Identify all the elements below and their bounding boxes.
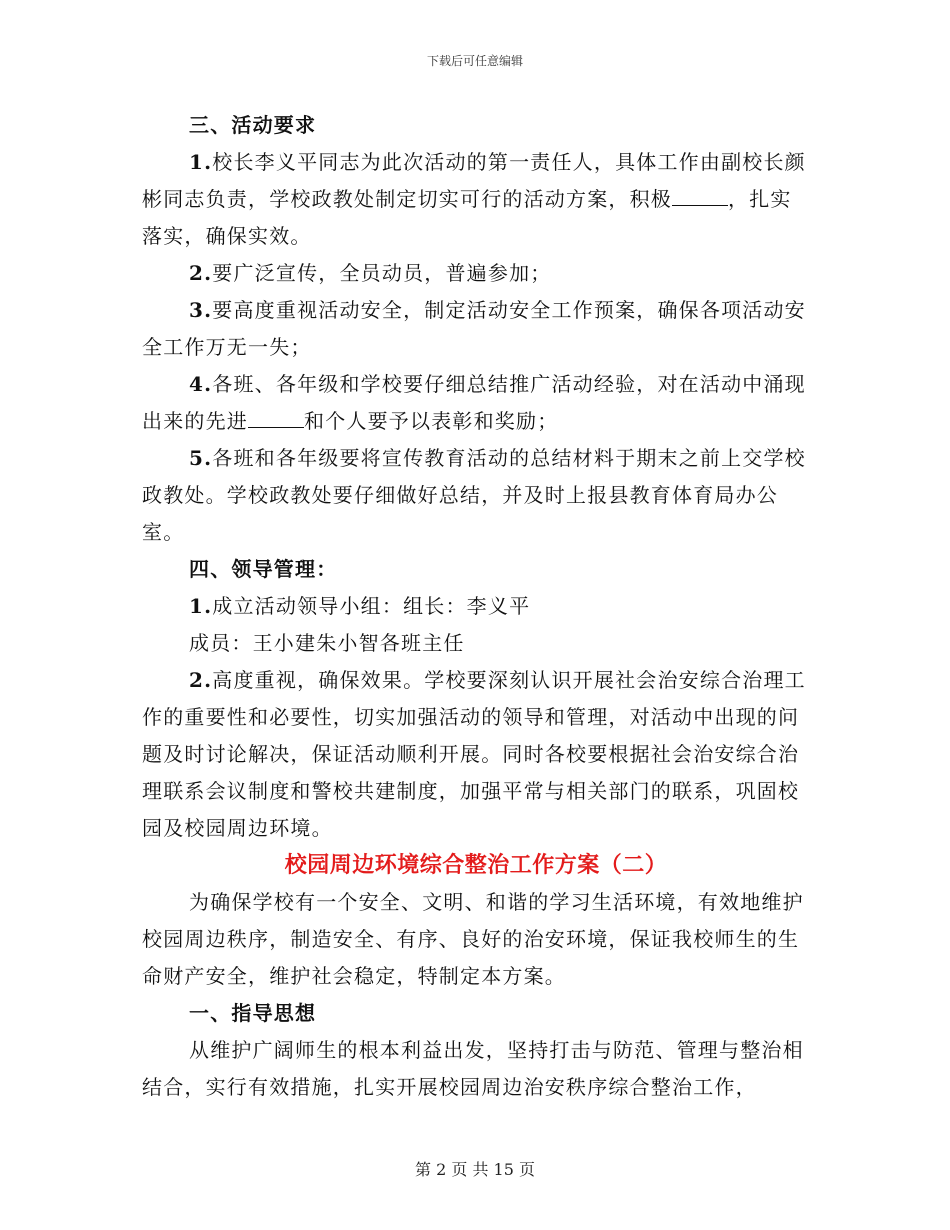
paragraph-text: ，扎实落实，确保实效。 [142, 187, 792, 248]
paragraph-requirement-2 [142, 255, 810, 292]
item-number: 1. [189, 594, 213, 618]
paragraph-text: 和个人要予以表彰和奖励； [304, 409, 559, 433]
paragraph-text: 各班、各年级和学校要仔细总结推广活动经验，对在活动中涌现出来的先进 [142, 372, 806, 433]
item-number: 1. [189, 150, 213, 174]
item-number: 2. [189, 668, 213, 692]
fill-blank [672, 187, 728, 206]
paragraph-text: 各班和各年级要将宣传教育活动的总结材料于期末之前上交学校政教处。学校政教处要仔细做好总结，并及时上报县教育体育局办公室。 [142, 446, 806, 544]
fill-blank [248, 409, 304, 428]
header-note: 下载后可任意编辑 [426, 54, 523, 68]
item-number: 3. [189, 298, 213, 322]
paragraph-text: 要高度重视活动安全，制定活动安全工作预案，确保各项活动安全工作万无一失； [142, 298, 806, 359]
paragraph-leadership-2 [142, 662, 810, 847]
paragraph-text: 要广泛宣传，全员动员，普遍参加； [212, 261, 552, 285]
section-heading-requirements: 三、活动要求 [189, 113, 317, 137]
item-number: 2. [189, 261, 213, 285]
section-heading-leadership: 四、领导管理： [189, 557, 338, 581]
paragraph-text: 校长李义平同志为此次活动的第一责任人，具体工作由副校长颜彬同志负责，学校政教处制定切实可行的活动方案，积极 [142, 150, 806, 211]
paragraph-intro: 为确保学校有一个安全、文明、和谐的学习生活环境，有效地维护校园周边秩序，制造安全、有序、良好的治安环境，保证我校师生的生命财产安全，维护社会稳定，特制定本方案。 [142, 890, 804, 988]
page-number-footer: 第 2 页 共 15 页 [415, 1160, 535, 1179]
paragraph-members: 成员：王小建朱小智各班主任 [189, 631, 465, 655]
paragraph-requirement-5 [142, 440, 810, 551]
item-number: 5. [189, 446, 213, 470]
paragraph-text: 高度重视，确保效果。学校要深刻认识开展社会治安综合治理工作的重要性和必要性，切实加强活动的领导和管理，对活动中出现的问题及时讨论解决，保证活动顺利开展。同时各校要根据社会治安综合治理联系会议制度和警校共建制度，加强平常与相关部门的联系，巩固校园及校园周边环境。 [142, 668, 806, 840]
paragraph-text: 成立活动领导小组：组长：李义平 [212, 594, 531, 618]
section-heading-guiding-thought: 一、指导思想 [189, 1001, 317, 1025]
paragraph-requirement-3 [142, 292, 810, 366]
document-body [142, 107, 810, 1106]
paragraph-leadership-1 [142, 588, 810, 625]
paragraph-guiding-thought: 从维护广阔师生的根本利益出发，坚持打击与防范、管理与整治相结合，实行有效措施，扎实开展校园周边治安秩序综合整治工作， [142, 1038, 804, 1099]
paragraph-requirement-1 [142, 144, 810, 255]
item-number: 4. [189, 372, 213, 396]
paragraph-requirement-4 [142, 366, 810, 440]
document-title: 校园周边环境综合整治工作方案（二） [284, 852, 668, 878]
